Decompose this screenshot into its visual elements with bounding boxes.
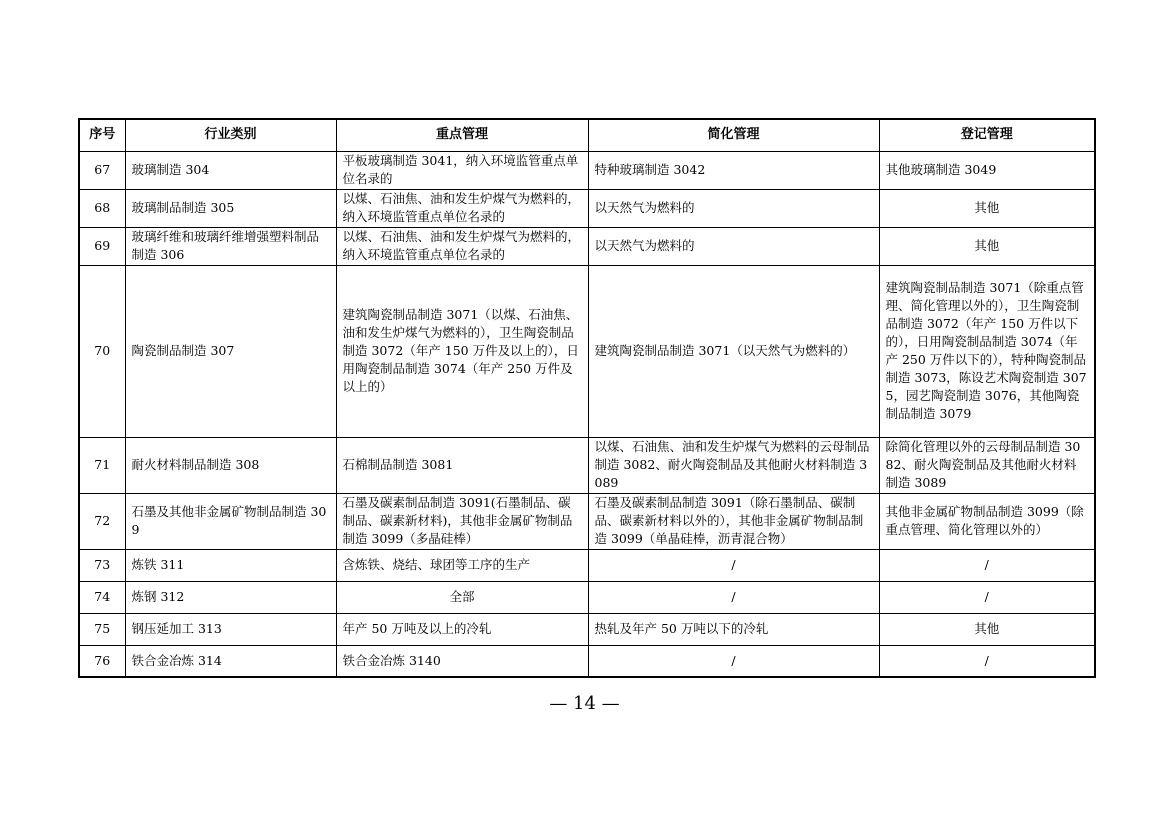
page-number: — 14 — — [549, 693, 620, 714]
row-register: 其他 — [879, 227, 1095, 265]
row-industry: 炼钢 312 — [125, 581, 336, 613]
row-industry: 石墨及其他非金属矿物制品制造 309 — [125, 493, 336, 549]
row-key: 含炼铁、烧结、球团等工序的生产 — [336, 549, 588, 581]
table-row — [79, 645, 1095, 677]
row-industry: 玻璃制造 304 — [125, 151, 336, 189]
table-row — [79, 437, 1095, 493]
row-simplified: / — [588, 645, 879, 677]
row-register: 其他非金属矿物制品制造 3099（除重点管理、简化管理以外的） — [879, 493, 1095, 549]
table-row — [79, 581, 1095, 613]
table-row — [79, 265, 1095, 437]
row-no: 74 — [79, 581, 125, 613]
row-register: 建筑陶瓷制品制造 3071（除重点管理、简化管理以外的），卫生陶瓷制品制造 3072（年产 150 万件以下的），日用陶瓷制品制造 3074（年产 250 万件以下的），特种陶瓷制品制造 3073，陈设艺术陶瓷制造 3075，园艺陶瓷制造 3076，其他陶瓷制品制造 3079 — [879, 265, 1095, 437]
row-simplified: 以天然气为燃料的 — [588, 189, 879, 227]
row-industry: 耐火材料制品制造 308 — [125, 437, 336, 493]
row-no: 73 — [79, 549, 125, 581]
row-no: 75 — [79, 613, 125, 645]
table-row — [79, 613, 1095, 645]
row-simplified: 特种玻璃制造 3042 — [588, 151, 879, 189]
row-simplified: 石墨及碳素制品制造 3091（除石墨制品、碳制品、碳素新材料以外的），其他非金属矿物制品制造 3099（单晶硅棒，沥青混合物） — [588, 493, 879, 549]
row-simplified: 以天然气为燃料的 — [588, 227, 879, 265]
row-key: 全部 — [336, 581, 588, 613]
header-row — [79, 119, 1095, 151]
row-no: 67 — [79, 151, 125, 189]
row-industry: 玻璃制品制造 305 — [125, 189, 336, 227]
row-no: 70 — [79, 265, 125, 437]
row-simplified: / — [588, 549, 879, 581]
row-no: 69 — [79, 227, 125, 265]
header-key-management: 重点管理 — [336, 119, 588, 151]
row-industry: 钢压延加工 313 — [125, 613, 336, 645]
management-table — [78, 118, 1096, 678]
header-no: 序号 — [79, 119, 125, 151]
row-industry: 玻璃纤维和玻璃纤维增强塑料制品制造 306 — [125, 227, 336, 265]
row-no: 72 — [79, 493, 125, 549]
row-no: 71 — [79, 437, 125, 493]
row-simplified: 建筑陶瓷制品制造 3071（以天然气为燃料的） — [588, 265, 879, 437]
table-row — [79, 189, 1095, 227]
header-simplified-management: 简化管理 — [588, 119, 879, 151]
row-key: 以煤、石油焦、油和发生炉煤气为燃料的，纳入环境监管重点单位名录的 — [336, 227, 588, 265]
row-industry: 铁合金冶炼 314 — [125, 645, 336, 677]
table-row — [79, 493, 1095, 549]
row-industry: 炼铁 311 — [125, 549, 336, 581]
table-row — [79, 549, 1095, 581]
row-register: / — [879, 549, 1095, 581]
header-industry: 行业类别 — [125, 119, 336, 151]
table-row — [79, 151, 1095, 189]
row-no: 68 — [79, 189, 125, 227]
row-industry: 陶瓷制品制造 307 — [125, 265, 336, 437]
table-row — [79, 227, 1095, 265]
row-register: 其他 — [879, 189, 1095, 227]
row-key: 年产 50 万吨及以上的冷轧 — [336, 613, 588, 645]
row-key: 以煤、石油焦、油和发生炉煤气为燃料的，纳入环境监管重点单位名录的 — [336, 189, 588, 227]
row-register: / — [879, 645, 1095, 677]
header-registration-management: 登记管理 — [879, 119, 1095, 151]
row-key: 石棉制品制造 3081 — [336, 437, 588, 493]
row-key: 铁合金冶炼 3140 — [336, 645, 588, 677]
row-simplified: 热轧及年产 50 万吨以下的冷轧 — [588, 613, 879, 645]
row-register: 其他玻璃制造 3049 — [879, 151, 1095, 189]
row-simplified: 以煤、石油焦、油和发生炉煤气为燃料的云母制品制造 3082、耐火陶瓷制品及其他耐火材料制造 3089 — [588, 437, 879, 493]
row-key: 平板玻璃制造 3041，纳入环境监管重点单位名录的 — [336, 151, 588, 189]
row-key: 石墨及碳素制品制造 3091(石墨制品、碳制品、碳素新材料)，其他非金属矿物制品制造 3099（多晶硅棒） — [336, 493, 588, 549]
row-register: 其他 — [879, 613, 1095, 645]
row-register: 除简化管理以外的云母制品制造 3082、耐火陶瓷制品及其他耐火材料制造 3089 — [879, 437, 1095, 493]
row-no: 76 — [79, 645, 125, 677]
row-key: 建筑陶瓷制品制造 3071（以煤、石油焦、油和发生炉煤气为燃料的），卫生陶瓷制品制造 3072（年产 150 万件及以上的），日用陶瓷制品制造 3074（年产 250 万件及以上的） — [336, 265, 588, 437]
row-register: / — [879, 581, 1095, 613]
row-simplified: / — [588, 581, 879, 613]
